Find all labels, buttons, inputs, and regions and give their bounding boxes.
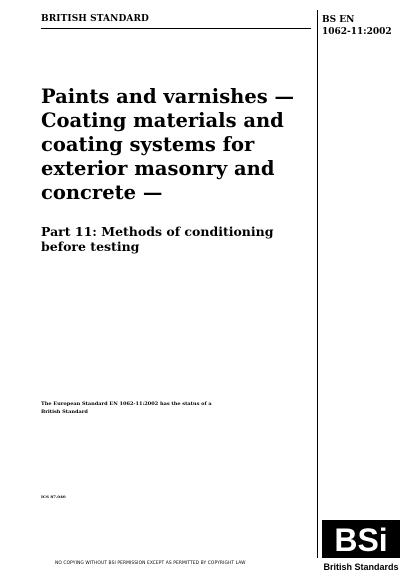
status-line: British Standard [41, 409, 88, 415]
standard-number-line-1: BS EN [322, 15, 355, 25]
document-subtitle [41, 224, 311, 254]
vertical-rule [317, 10, 318, 558]
bsi-logo-caption: British Standards [323, 562, 399, 572]
subtitle-line: before testing [41, 239, 140, 254]
standard-number-line-2: 1062-11:2002 [322, 27, 392, 37]
copyright-notice: NO COPYING WITHOUT BSI PERMISSION EXCEPT AS PERMITTED BY COPYRIGHT LAW [55, 561, 246, 566]
status-line: The European Standard EN 1062-11:2002 has the status of a [41, 401, 212, 407]
title-line: exterior masonry and [41, 157, 275, 180]
status-statement [41, 400, 281, 416]
title-line: Coating materials and [41, 109, 284, 132]
subtitle-line: Part 11: Methods of conditioning [41, 224, 274, 239]
title-line: coating systems for [41, 133, 255, 156]
bsi-logo-mark: BSi [334, 522, 388, 558]
title-line: Paints and varnishes — [41, 85, 295, 108]
bsi-logo [322, 520, 400, 576]
title-line: concrete — [41, 181, 163, 204]
document-title [41, 85, 311, 205]
standard-number [322, 14, 392, 38]
header-label: BRITISH STANDARD [41, 14, 311, 29]
ics-code: ICS 87.040 [41, 494, 66, 499]
